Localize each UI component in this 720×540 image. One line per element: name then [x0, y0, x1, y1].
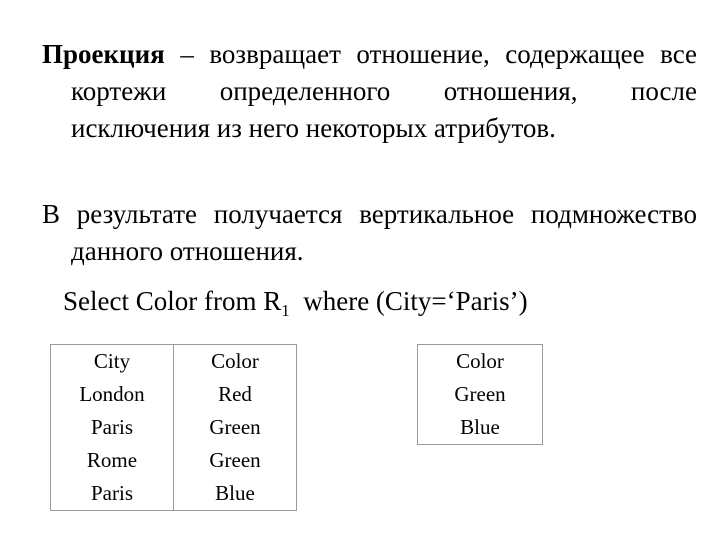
definition-text: – возвращает отношение, содержащее все кортежи определенного отношения, после исключения из него некоторых атрибутов.: [71, 39, 697, 143]
definition-term: Проекция: [42, 39, 165, 69]
table-cell: Green: [454, 382, 506, 406]
table-cell: London: [79, 382, 145, 406]
column-header: Color: [211, 349, 259, 373]
city-column: [51, 345, 174, 511]
projection-result-table: [417, 344, 543, 445]
table-cell: Blue: [215, 481, 255, 505]
relation-r1-table: [50, 344, 297, 511]
color-column: [174, 345, 297, 511]
table-cell: Green: [209, 448, 261, 472]
query-select-part: Select Color from R: [63, 286, 282, 316]
sql-query: [63, 283, 528, 320]
column-header: City: [93, 349, 131, 373]
table-cell: Blue: [460, 415, 500, 439]
column-header: Color: [456, 349, 504, 373]
table-cell: Rome: [86, 448, 138, 472]
result-paragraph: В результате получается вертикальное подмножество данного отношения.: [42, 199, 697, 266]
relation-subscript: 1: [281, 301, 290, 320]
query-where-part: where (City=‘Paris’): [289, 286, 528, 316]
table-cell: Paris: [91, 481, 133, 505]
result-color-column: [418, 345, 543, 445]
table-cell: Paris: [91, 415, 133, 439]
table-cell: Green: [209, 415, 261, 439]
definition-paragraph: [42, 36, 697, 147]
table-cell: Red: [218, 382, 252, 406]
